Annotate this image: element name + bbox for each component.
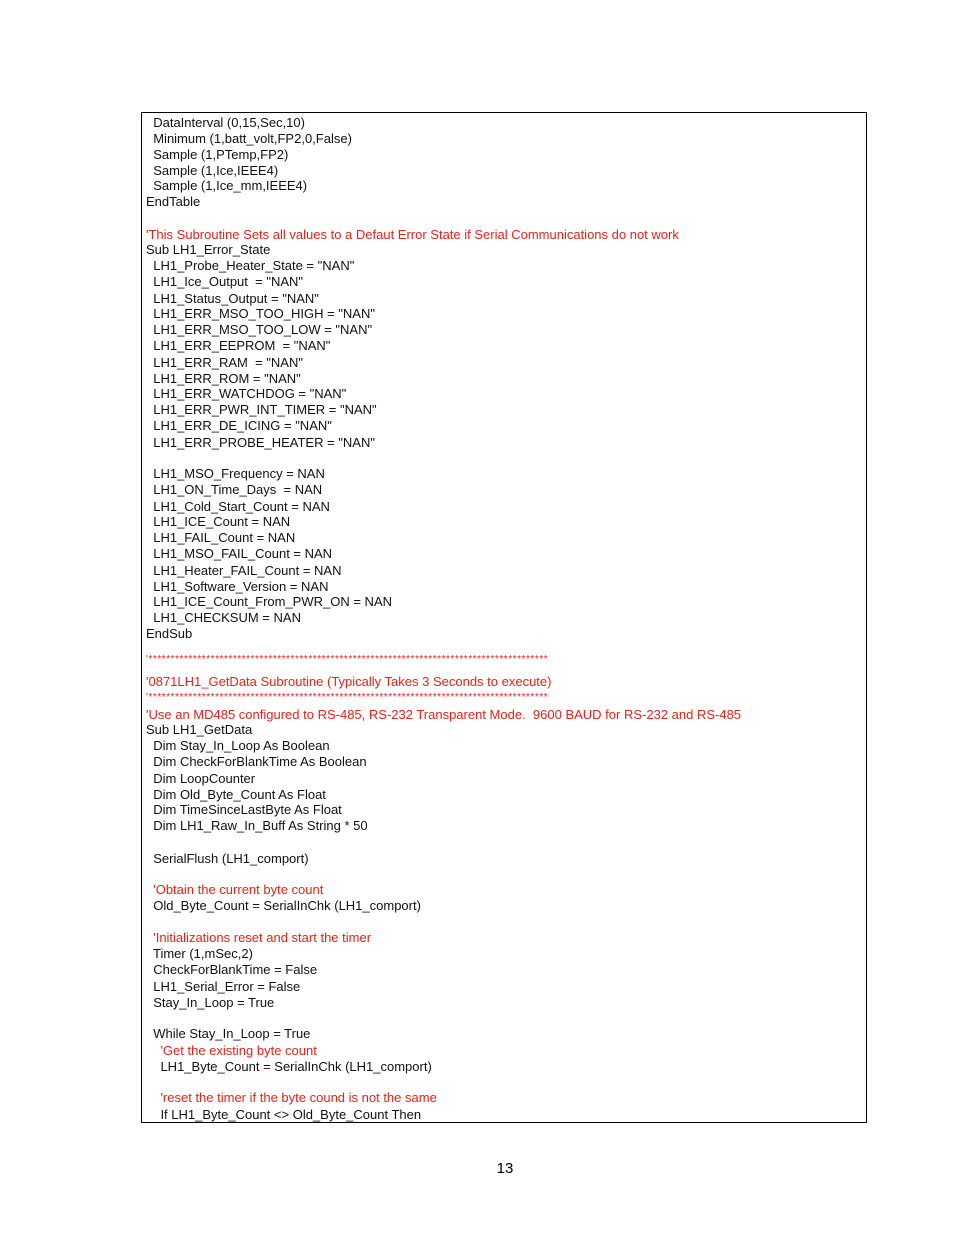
- code-line: LH1_ERR_PROBE_HEATER = "NAN": [146, 435, 375, 450]
- code-line: LH1_Probe_Heater_State = "NAN": [146, 258, 355, 273]
- code-line: LH1_ICE_Count = NAN: [146, 514, 291, 529]
- code-listing-box: [141, 112, 867, 1123]
- code-line: LH1_ERR_MSO_TOO_HIGH = "NAN": [146, 306, 375, 321]
- code-line: LH1_ERR_DE_ICING = "NAN": [146, 418, 332, 433]
- code-line: LH1_ERR_RAM = "NAN": [146, 355, 303, 370]
- code-line: LH1_Serial_Error = False: [146, 979, 301, 994]
- code-line: LH1_Byte_Count = SerialInChk (LH1_comport): [146, 1059, 432, 1074]
- code-line: Timer (1,mSec,2): [146, 946, 253, 961]
- code-line: LH1_ERR_PWR_INT_TIMER = "NAN": [146, 402, 377, 417]
- code-line: LH1_ERR_ROM = "NAN": [146, 371, 301, 386]
- code-line: Dim TimeSinceLastByte As Float: [146, 802, 342, 817]
- code-line: 'reset the timer if the byte cound is not the same: [146, 1090, 437, 1105]
- code-line: Sub LH1_GetData: [146, 722, 253, 737]
- code-line: Sample (1,PTemp,FP2): [146, 147, 289, 162]
- code-line: LH1_ICE_Count_From_PWR_ON = NAN: [146, 594, 393, 609]
- code-line: 'This Subroutine Sets all values to a Defaut Error State if Serial Communications do not work: [146, 227, 679, 242]
- code-line: LH1_ON_Time_Days = NAN: [146, 482, 323, 497]
- code-line: SerialFlush (LH1_comport): [146, 851, 309, 866]
- code-line: Sub LH1_Error_State: [146, 242, 271, 257]
- code-line: '0871LH1_GetData Subroutine (Typically Takes 3 Seconds to execute): [146, 674, 552, 689]
- code-line: '******************************************************************************************: [146, 692, 549, 703]
- code-line: 'Initializations reset and start the timer: [146, 930, 372, 945]
- code-line: Minimum (1,batt_volt,FP2,0,False): [146, 131, 352, 146]
- code-line: LH1_ERR_EEPROM = "NAN": [146, 338, 331, 353]
- code-line: LH1_CHECKSUM = NAN: [146, 610, 301, 625]
- code-line: LH1_ERR_WATCHDOG = "NAN": [146, 386, 347, 401]
- code-line: LH1_Heater_FAIL_Count = NAN: [146, 563, 342, 578]
- code-line: Dim Stay_In_Loop As Boolean: [146, 738, 330, 753]
- code-line: LH1_MSO_Frequency = NAN: [146, 466, 325, 481]
- code-line: LH1_FAIL_Count = NAN: [146, 530, 296, 545]
- code-line: LH1_Software_Version = NAN: [146, 579, 329, 594]
- code-line: Dim Old_Byte_Count As Float: [146, 787, 326, 802]
- code-line: Stay_In_Loop = True: [146, 995, 275, 1010]
- code-line: Dim CheckForBlankTime As Boolean: [146, 754, 367, 769]
- code-line: LH1_Cold_Start_Count = NAN: [146, 499, 330, 514]
- code-line: 'Obtain the current byte count: [146, 882, 324, 897]
- code-line: EndSub: [146, 626, 193, 641]
- code-line: LH1_ERR_MSO_TOO_LOW = "NAN": [146, 322, 373, 337]
- code-line: CheckForBlankTime = False: [146, 962, 318, 977]
- code-line: Sample (1,Ice_mm,IEEE4): [146, 178, 308, 193]
- code-line: LH1_MSO_FAIL_Count = NAN: [146, 546, 333, 561]
- code-line: While Stay_In_Loop = True: [146, 1026, 311, 1041]
- code-line: Dim LoopCounter: [146, 771, 256, 786]
- code-line: EndTable: [146, 194, 201, 209]
- code-line: LH1_Ice_Output = "NAN": [146, 274, 304, 289]
- code-line: 'Get the existing byte count: [146, 1043, 317, 1058]
- code-line: 'Use an MD485 configured to RS-485, RS-232 Transparent Mode. 9600 BAUD for RS-232 and RS-485: [146, 707, 742, 722]
- page-number: 13: [496, 1160, 514, 1177]
- code-line: Dim LH1_Raw_In_Buff As String * 50: [146, 818, 368, 833]
- code-line: DataInterval (0,15,Sec,10): [146, 115, 305, 130]
- code-line: '******************************************************************************************: [146, 654, 549, 665]
- code-line: Sample (1,Ice,IEEE4): [146, 163, 279, 178]
- code-line: LH1_Status_Output = "NAN": [146, 291, 319, 306]
- code-line: If LH1_Byte_Count <> Old_Byte_Count Then: [146, 1107, 422, 1122]
- code-line: Old_Byte_Count = SerialInChk (LH1_comport): [146, 898, 421, 913]
